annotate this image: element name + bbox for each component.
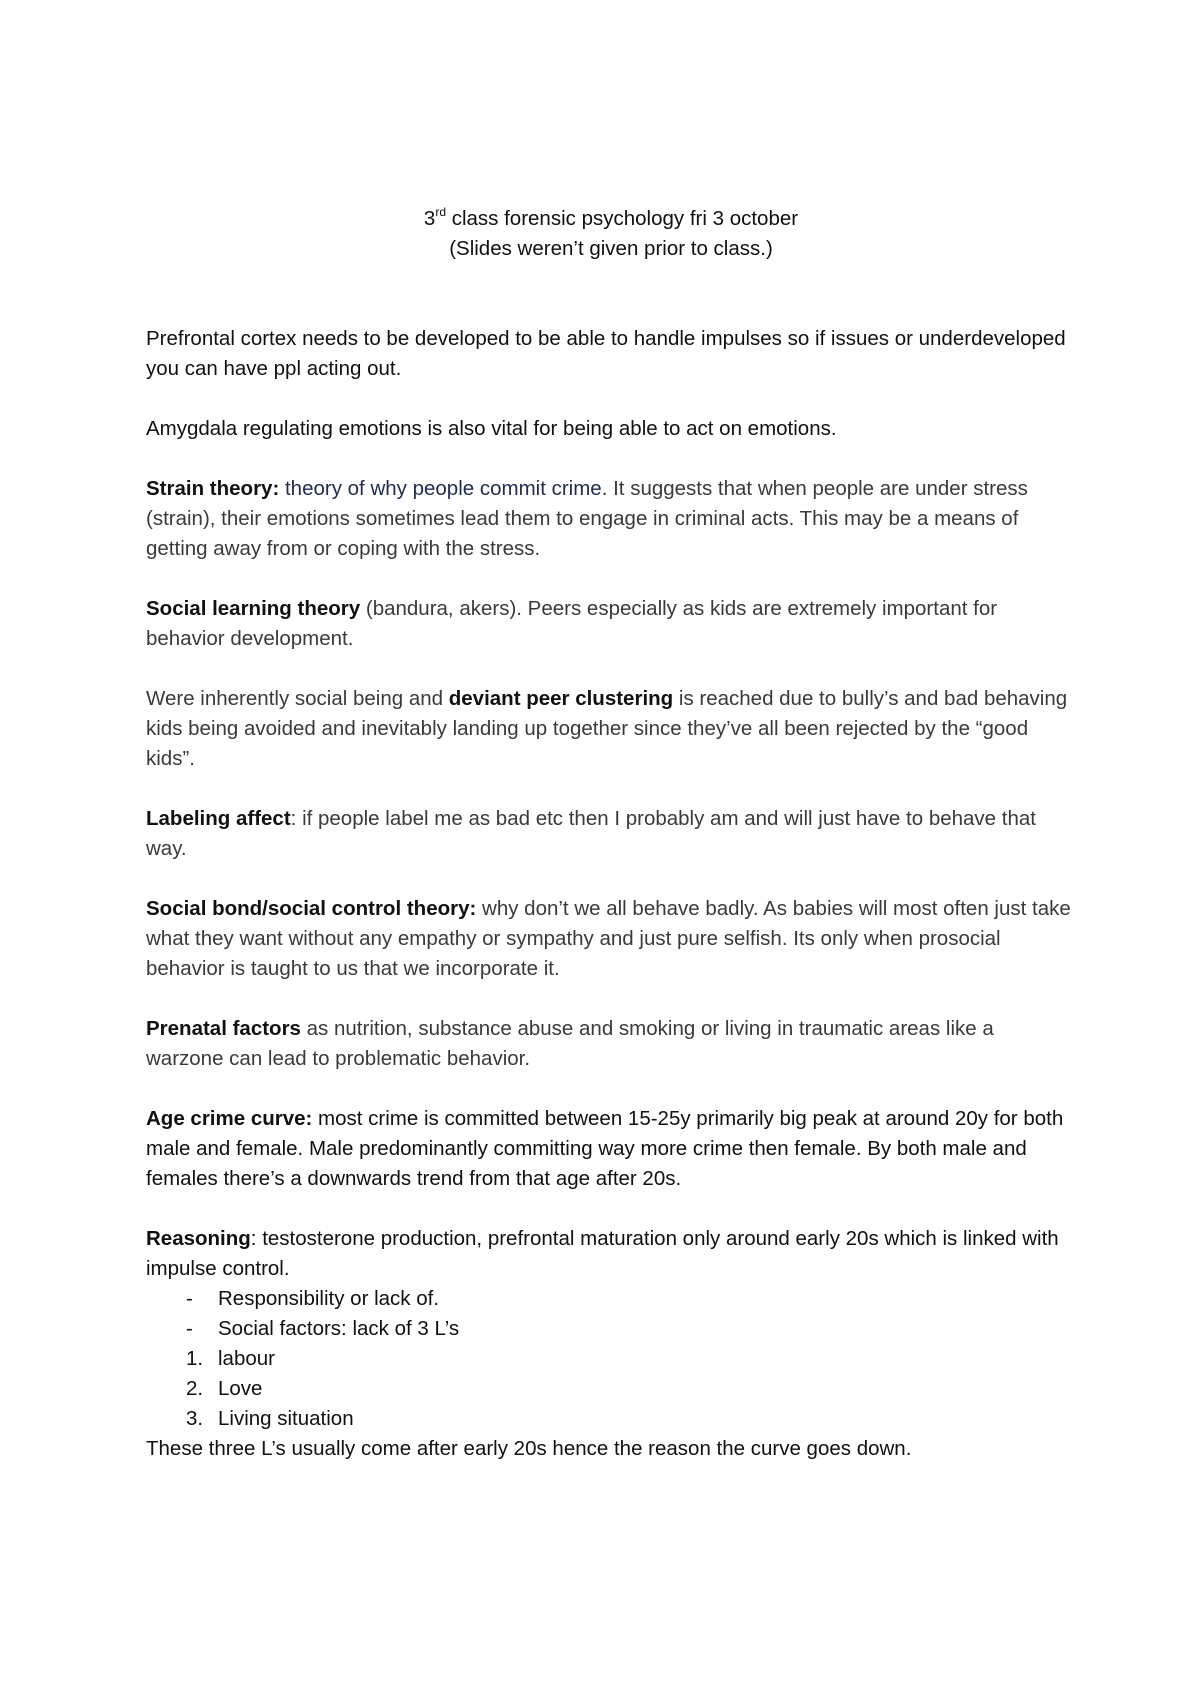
strain-body: It suggests that when people are under stress (strain), their emotions sometimes lead them to engage in criminal acts. This may be a means of getting away from or coping with the stress. (146, 477, 1028, 560)
list-item-text: Responsibility or lack of. (218, 1287, 440, 1310)
term-labeling: Labeling affect (146, 807, 291, 830)
paragraph-strain-theory (146, 474, 1076, 564)
paragraph-conclusion: These three L’s usually come after early 20s hence the reason the curve goes down. (146, 1437, 912, 1460)
title-line-2: (Slides weren’t given prior to class.) (449, 237, 773, 260)
social-bond-body: why don’t we all behave badly. As babies will most often just take what they want without any empathy or sympathy and just pure selfish. Its only when prosocial behavior is taught to us that we incorporate it. (146, 897, 1071, 980)
list-item-text: Love (218, 1377, 263, 1400)
list-item-text: labour (218, 1347, 275, 1370)
bullet-marker: - (186, 1287, 193, 1310)
list-item (146, 1284, 1076, 1314)
term-prenatal: Prenatal factors (146, 1017, 301, 1040)
paragraph-prefrontal: Prefrontal cortex needs to be developed to be able to handle impulses so if issues or underdeveloped you can have ppl acting out. (146, 327, 1066, 380)
term-social-learning: Social learning theory (146, 597, 361, 620)
term-social-bond: Social bond/social control theory: (146, 897, 477, 920)
title-text: class forensic psychology fri 3 october (446, 207, 799, 230)
title-ordinal-suffix: rd (435, 205, 446, 219)
document-title (146, 204, 1076, 264)
document-body (146, 204, 1076, 1494)
deviant-body: is reached due to bully’s and bad behaving kids being avoided and inevitably landing up together since they’ve all been rejected by the “good kids”. (146, 687, 1068, 770)
age-crime-body: most crime is committed between 15-25y primarily big peak at around 20y for both male and female. Male predominantly committing way more crime then female. By both male and females there’s a downwards trend from that age after 20s. (146, 1107, 1064, 1190)
bullet-marker: - (186, 1317, 193, 1340)
paragraph-amygdala: Amygdala regulating emotions is also vital for being able to act on emotions. (146, 417, 837, 440)
bullet-list (146, 1284, 1076, 1344)
list-item (146, 1404, 1076, 1434)
title-ordinal-number: 3 (423, 207, 436, 230)
list-item (146, 1374, 1076, 1404)
paragraph-labeling (146, 804, 1076, 864)
term-deviant-peer: deviant peer clustering (448, 687, 674, 710)
term-reasoning: Reasoning (146, 1227, 251, 1250)
paragraph-deviant-peer (146, 684, 1076, 774)
numbered-list (146, 1344, 1076, 1434)
reasoning-body: : testosterone production, prefrontal maturation only around early 20s which is linked with impulse control. (146, 1227, 1059, 1280)
paragraph-age-crime (146, 1104, 1076, 1194)
labeling-body: : if people label me as bad etc then I probably am and will just have to behave that way. (146, 807, 1036, 860)
paragraph-social-bond (146, 894, 1076, 984)
list-item (146, 1314, 1076, 1344)
list-item-text: Social factors: lack of 3 L’s (218, 1317, 460, 1340)
deviant-lead: Were inherently social being and (146, 687, 449, 710)
number-marker: 1. (186, 1347, 204, 1370)
term-age-crime: Age crime curve: (146, 1107, 313, 1130)
term-strain-theory: Strain theory: (146, 477, 280, 500)
list-item (146, 1344, 1076, 1374)
social-learning-body: (bandura, akers). Peers especially as kids are extremely important for behavior development. (146, 597, 998, 650)
title-line-1 (146, 204, 1076, 234)
list-item-text: Living situation (218, 1407, 354, 1430)
number-marker: 2. (186, 1377, 204, 1400)
paragraph-social-learning (146, 594, 1076, 654)
strain-definition: theory of why people commit crime. (279, 477, 608, 500)
paragraph-reasoning (146, 1224, 1076, 1284)
number-marker: 3. (186, 1407, 204, 1430)
prenatal-body: as nutrition, substance abuse and smoking or living in traumatic areas like a warzone can lead to problematic behavior. (146, 1017, 994, 1070)
paragraph-prenatal (146, 1014, 1076, 1074)
